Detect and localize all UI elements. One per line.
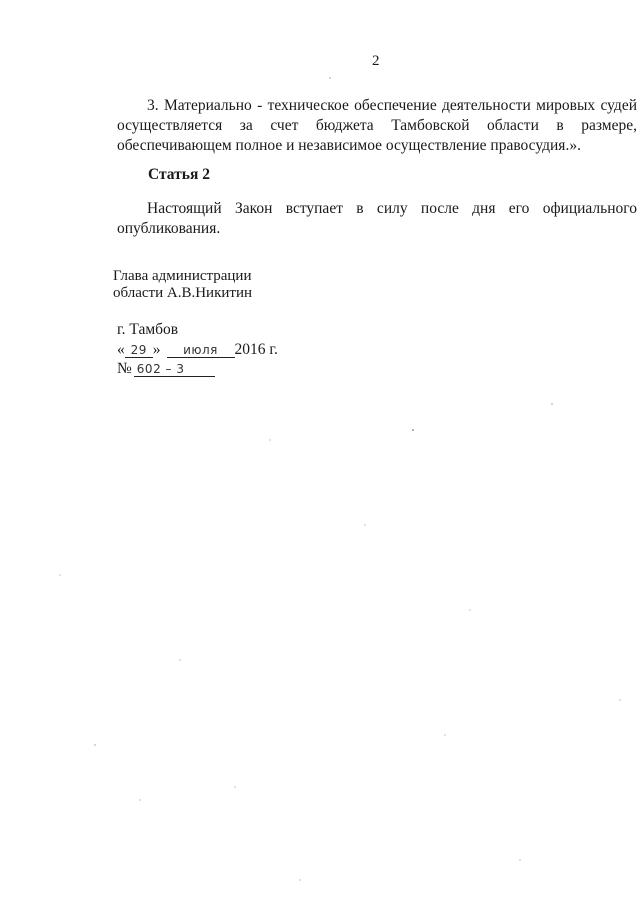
- date-close-quote: »: [152, 341, 161, 358]
- date-year: 2016 г.: [234, 341, 278, 358]
- date-open-quote: «: [117, 341, 125, 358]
- number-sign: №: [117, 360, 132, 377]
- date-month: июля: [167, 343, 235, 358]
- number-value: 602 – 3: [134, 362, 215, 377]
- signature-name: области А.В.Никитин: [113, 285, 253, 301]
- article-heading: Статья 2: [148, 166, 210, 183]
- place-of-signing: г. Тамбов: [117, 321, 179, 338]
- date-day: 29: [125, 343, 153, 358]
- paragraph-material-support: 3. Материально - техническое обеспечение деятельности мировых судей осуществляется за счет бюджета Тамбовской области в размере, обеспечивающем полное и независимое осуществление правосудия.».: [117, 97, 637, 154]
- page-number: 2: [372, 53, 380, 69]
- article-text: Настоящий Закон вступает в силу после дня его официального опубликования.: [117, 200, 637, 237]
- signature-title: Глава администрации: [113, 268, 252, 284]
